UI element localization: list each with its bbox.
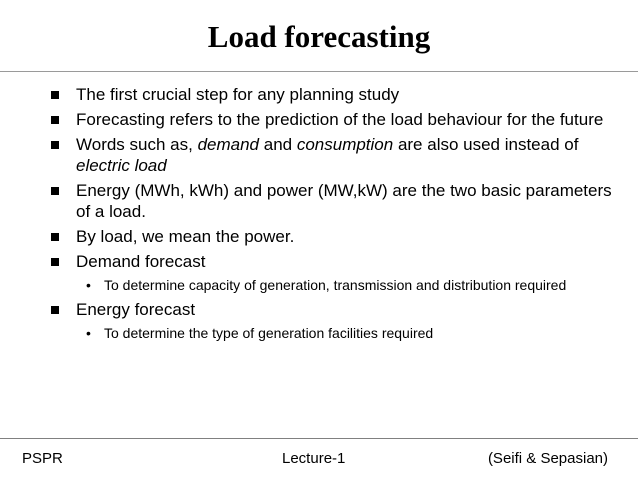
text-run: Forecasting refers to the prediction of the load behaviour for the future bbox=[76, 110, 604, 129]
square-bullet-icon bbox=[51, 258, 59, 266]
text-run: The first crucial step for any planning study bbox=[76, 85, 400, 104]
bullet-text bbox=[76, 181, 612, 221]
footer-authors: (Seifi & Sepasian) bbox=[487, 450, 608, 467]
text-run: Energy forecast bbox=[76, 300, 196, 319]
text-run: By load, we mean the power. bbox=[76, 227, 295, 246]
bullet-item bbox=[0, 251, 638, 272]
round-bullet-icon: • bbox=[86, 325, 91, 341]
square-bullet-icon bbox=[51, 116, 59, 124]
bullet-item bbox=[0, 84, 638, 105]
emphasized-term: electric load bbox=[76, 156, 167, 175]
square-bullet-icon bbox=[51, 233, 59, 241]
sub-bullet-item bbox=[0, 276, 638, 294]
bullet-item bbox=[0, 226, 638, 247]
bullet-text bbox=[76, 110, 603, 129]
bullet-item bbox=[0, 134, 638, 176]
bullet-list bbox=[0, 84, 638, 347]
square-bullet-icon bbox=[51, 306, 59, 314]
title-divider bbox=[0, 71, 638, 72]
bullet-item bbox=[0, 299, 638, 320]
bullet-item bbox=[0, 180, 638, 222]
bullet-text bbox=[104, 277, 566, 293]
text-run: To determine capacity of generation, transmission and distribution required bbox=[104, 277, 567, 293]
footer-divider bbox=[0, 438, 638, 439]
footer-course: PSPR bbox=[22, 450, 63, 467]
bullet-text bbox=[76, 252, 205, 271]
text-run: Words such as, bbox=[76, 135, 198, 154]
footer-lecture: Lecture-1 bbox=[282, 450, 346, 467]
text-run: and bbox=[259, 135, 297, 154]
square-bullet-icon bbox=[51, 141, 59, 149]
emphasized-term: demand bbox=[197, 135, 260, 154]
text-run: are also used instead of bbox=[393, 135, 579, 154]
round-bullet-icon: • bbox=[86, 277, 91, 293]
text-run: Demand forecast bbox=[76, 252, 206, 271]
slide-title: Load forecasting bbox=[207, 19, 431, 54]
sub-bullet-item bbox=[0, 324, 638, 342]
square-bullet-icon bbox=[51, 187, 59, 195]
text-run: Energy (MWh, kWh) and power (MW,kW) are the two basic parameters of a load. bbox=[76, 181, 612, 221]
bullet-text bbox=[76, 300, 195, 319]
bullet-text bbox=[104, 325, 433, 341]
text-run: To determine the type of generation facilities required bbox=[104, 325, 434, 341]
bullet-text bbox=[76, 227, 294, 246]
emphasized-term: consumption bbox=[296, 135, 394, 154]
bullet-text bbox=[76, 135, 578, 175]
square-bullet-icon bbox=[51, 91, 59, 99]
bullet-item bbox=[0, 109, 638, 130]
bullet-text bbox=[76, 85, 399, 104]
